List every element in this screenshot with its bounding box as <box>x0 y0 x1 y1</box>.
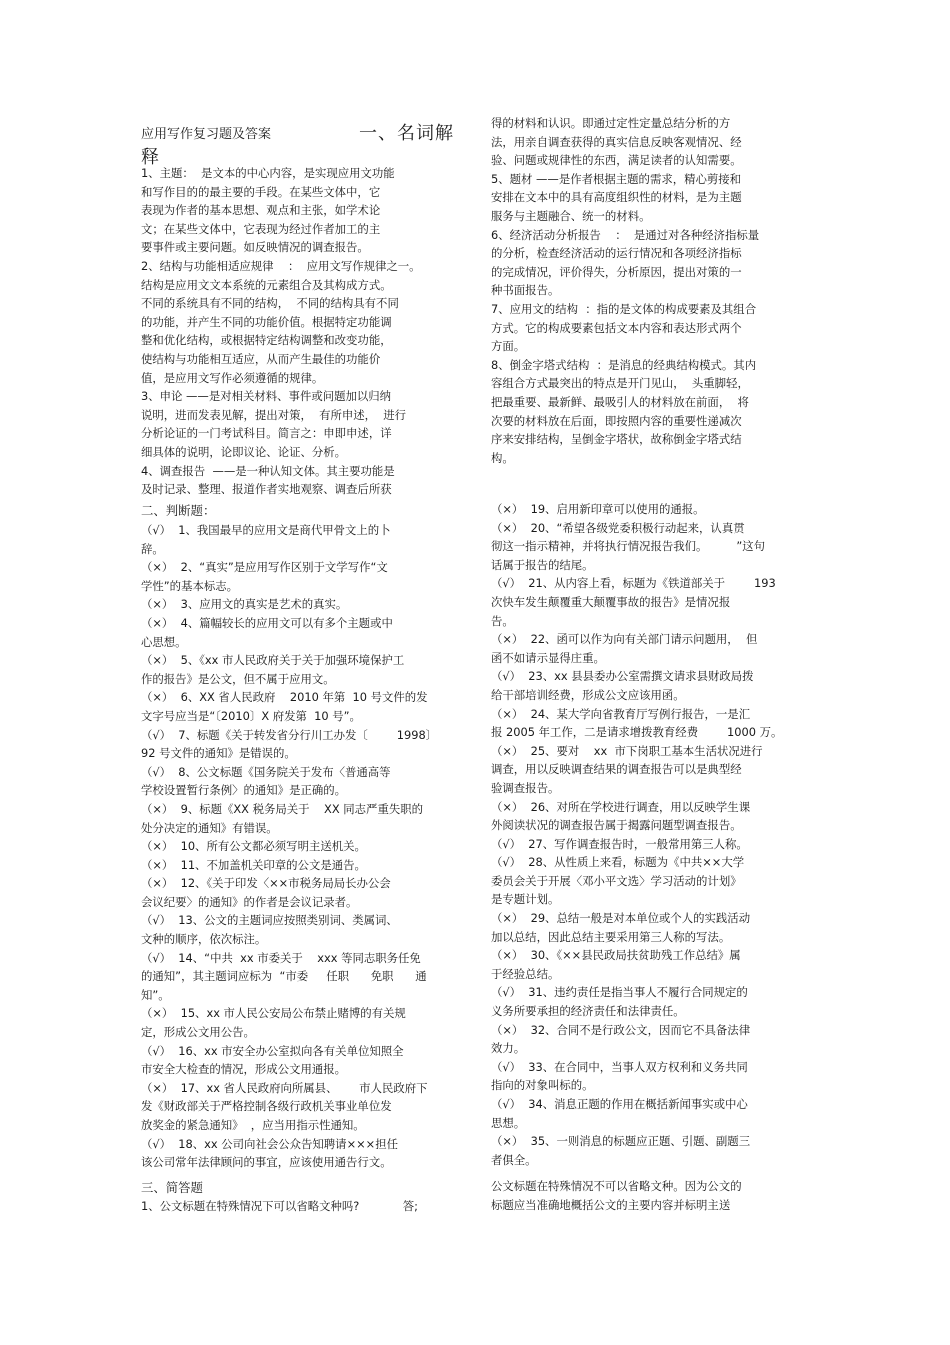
text-line: 1、公文标题在特殊情况下可以省略文种吗? 答; <box>141 1199 419 1213</box>
text-line: 2、结构与功能相适应规律 ： 应用文写作规律之一。 <box>141 258 421 273</box>
right-judge-items <box>491 500 811 1169</box>
text-line: （√） 31、违约责任是指当事人不履行合同规定的 <box>491 985 748 1000</box>
text-line: 和写作目的的最主要的手段。在某些文体中，它 <box>141 184 381 199</box>
text-line: 方式。它的构成要素包括文本内容和表达形式两个 <box>491 320 742 335</box>
text-line: （×） 3、应用文的真实是艺术的真实。 <box>141 597 348 612</box>
text-line: 彻这一指示精神，并将执行情况报告我们。 ”这句 <box>491 539 766 554</box>
text-line: 说明，进而发表见解，提出对策， 有所申述， 进行 <box>141 407 407 422</box>
text-line: （×） 20、“希望各级党委积极行动起来，认真贯 <box>491 520 745 535</box>
text-line: 作的报告》是公文，但不属于应用文。 <box>141 671 335 686</box>
section-heading-1: 一、名词解 <box>359 123 454 144</box>
text-line: 验调查报告。 <box>491 780 560 795</box>
text-line: （√） 13、公文的主题词应按照类别词、类属词、 <box>141 913 398 928</box>
text-line: 发《财政部关于严格控制各级行政机关事业单位发 <box>141 1099 392 1114</box>
text-line: 文种的顺序，依次标注。 <box>141 932 267 947</box>
text-line: （√） 33、在合同中，当事人双方权利和义务共同 <box>491 1059 748 1074</box>
text-line: （×） 22、函可以作为向有关部门请示问题用， 但 <box>491 632 758 647</box>
short-answer-heading: 三、简答题 <box>141 1180 203 1195</box>
text-line: （√） 34、消息正题的作用在概括新闻事实或中心 <box>491 1097 748 1111</box>
text-line: 义务所要承担的经济责任和法律责任。 <box>491 1004 685 1019</box>
text-line: 法，用亲自调查获得的真实信息反映客观情况、经 <box>491 134 742 149</box>
text-line: 表现为作者的基本思想、观点和主张，如学术论 <box>141 203 381 218</box>
text-line: （×） 25、要对 xx 市下岗职工基本生活状况进行 <box>491 743 763 758</box>
text-line: 指向的对象叫标的。 <box>491 1078 594 1093</box>
text-line: 学校设置暂行条例〉的通知》是正确的。 <box>141 783 347 798</box>
text-line: （√） 27、写作调查报告时，一般常用第三人称。 <box>491 836 748 851</box>
text-line: 文字号应当是“〔2010〕X 府发第 10 号”。 <box>141 708 361 723</box>
text-line: （×） 10、所有公文都必须写明主送机关。 <box>141 839 366 854</box>
text-line: 函不如请示显得庄重。 <box>491 650 605 665</box>
text-line: 整和优化结构，或根据特定结构调整和改变功能， <box>141 333 392 348</box>
text-line: （×） 26、对所在学校进行调查，用以反映学生课 <box>491 799 751 814</box>
text-line: （×） 11、不加盖机关印章的公文是通告。 <box>141 857 366 872</box>
doc-title-main: 应用写作复习题及答案 <box>141 127 272 142</box>
text-line: （×） 4、篇幅较长的应用文可以有多个主题或中 <box>141 615 393 630</box>
text-line: （×） 30、《××县民政局扶贫助残工作总结》属 <box>491 948 741 963</box>
text-line: （√） 28、从性质上来看，标题为《中共××大学 <box>491 855 745 870</box>
text-line: 结构是应用文文本系统的元素组合及其构成方式。 <box>141 277 392 292</box>
text-line: 告。 <box>491 613 514 628</box>
text-line: 构。 <box>491 450 514 465</box>
text-line: 3、申论 ——是对相关材料、事件或问题加以归纳 <box>141 389 392 404</box>
text-line: 序来安排结构，呈倒金字塔状，故称倒金字塔式结 <box>491 432 742 447</box>
text-line: 学性”的基本标志。 <box>141 578 239 593</box>
text-line: 8、倒金字塔式结构 ：是消息的经典结构模式。其内 <box>491 357 757 372</box>
text-line: 分析论证的一门考试科目。简言之：申即申述，详 <box>141 426 392 441</box>
text-line: 验、问题或规律性的东西，满足读者的认知需要。 <box>491 153 742 168</box>
text-line: 给干部培训经费，形成公文应该用函。 <box>491 687 685 702</box>
text-line: （√） 21、从内容上看，标题为《铁道部关于 193 <box>491 576 776 591</box>
text-line: 外阅读状况的调查报告属于揭露问题型调查报告。 <box>491 818 742 833</box>
text-line: 的分析，检查经济活动的运行情况和各项经济指标 <box>491 246 742 261</box>
text-line: 得的材料和认识。即通过定性定量总结分析的方 <box>491 116 731 130</box>
text-line: 思想。 <box>491 1115 526 1130</box>
text-line: 安排在文本中的具有高度组织性的材料，是为主题 <box>491 190 742 205</box>
text-line: （√） 8、公文标题《国务院关于发布〈普通高等 <box>141 764 391 779</box>
text-line: 次要的材料放在后面，即按照内容的重要性递减次 <box>491 413 742 428</box>
text-line: （√） 18、xx 公司向社会公众告知聘请×××担任 <box>141 1136 398 1151</box>
text-line: 委员会关于开展〈邓小平文选〉学习活动的计划》 <box>491 873 742 888</box>
text-line: 6、经济活动分析报告 ： 是通过对各种经济指标量 <box>491 227 760 242</box>
text-line: （√） 14、“中共 xx 市委关于 xxx 等同志职务任免 <box>141 950 421 965</box>
text-line: 知”。 <box>141 987 170 1002</box>
text-line: 辞。 <box>141 541 164 556</box>
text-line: 效力。 <box>491 1041 526 1056</box>
text-line: 加以总结，因此总结主要采用第三人称的写法。 <box>491 929 731 944</box>
text-line: （×） 9、标题《XX 税务局关于 XX 同志严重失职的 <box>141 801 424 816</box>
text-line: 要事件或主要问题。如反映情况的调查报告。 <box>141 240 369 255</box>
text-line: 方面。 <box>491 339 526 354</box>
text-line: 及时记录、整理、报道作者实地观察、调查后所获 <box>141 482 392 497</box>
text-line: 公文标题在特殊情况不可以省略文种。因为公文的 <box>491 1179 742 1193</box>
left-definitions <box>141 164 461 499</box>
text-line: 细具体的说明，论即议论、论证、分析。 <box>141 444 347 459</box>
text-line: （×） 35、一则消息的标题应正题、引题、副题三 <box>491 1134 751 1149</box>
text-line: 1、主题： 是文本的中心内容，是实现应用文功能 <box>141 166 395 180</box>
section-heading-1-cont: 释 <box>141 147 159 168</box>
text-line: 的完成情况，评价得失，分析原因，提出对策的一 <box>491 264 742 279</box>
text-line: 7、应用文的结构 ：指的是文体的构成要素及其组合 <box>491 301 757 316</box>
text-line: 放奖金的紧急通知》 ，应当用指示性通知。 <box>141 1118 365 1132</box>
text-line: 标题应当准确地概括公文的主要内容并标明主送 <box>491 1197 731 1212</box>
text-line: 服务与主题融合、统一的材料。 <box>491 208 651 223</box>
judge-heading: 二、判断题： <box>141 503 216 518</box>
text-line: 心思想。 <box>141 634 187 649</box>
text-line: （×） 12、《关于印发〈××市税务局局长办公会 <box>141 876 391 891</box>
text-line: 使结构与功能相互适应，从而产生最佳的功能价 <box>141 351 381 366</box>
short-answer-q1 <box>141 1197 461 1216</box>
text-line: 4、调查报告 ——是一种认知文体。其主要功能是 <box>141 463 395 478</box>
text-line: 92 号文件的通知》是错误的。 <box>141 746 296 761</box>
text-line: 次快车发生颠覆重大颠覆事故的报告》是情况报 <box>491 594 731 609</box>
text-line: 会议纪要〉的通知》的作者是会议记录者。 <box>141 894 358 909</box>
text-line: （√） 16、xx 市安全办公室拟向各有关单位知照全 <box>141 1043 404 1058</box>
text-line: 市安全大检查的情况，形成公文用通报。 <box>141 1062 347 1077</box>
text-line: （×） 6、XX 省人民政府 2010 年第 10 号文件的发 <box>141 690 428 705</box>
text-line: （×） 24、某大学向省教育厅写例行报告，一是汇 <box>491 706 751 721</box>
text-line: 5、题材 ——是作者根据主题的需求，精心剪接和 <box>491 171 742 186</box>
short-answer-a1 <box>491 1177 811 1214</box>
text-line: （×） 2、“真实”是应用写作区别于文学写作“文 <box>141 560 388 575</box>
text-line: 于经验总结。 <box>491 966 560 981</box>
text-line: （×） 19、启用新印章可以使用的通报。 <box>491 502 705 516</box>
text-line: 是专题计划。 <box>491 892 560 907</box>
text-line: 文；在某些文体中，它表现为经过作者加工的主 <box>141 221 381 236</box>
text-line: （×） 17、xx 省人民政府向所属县、 市人民政府下 <box>141 1080 428 1095</box>
text-line: 话属于报告的结尾。 <box>491 557 594 572</box>
text-line: （×） 32、合同不是行政公文，因而它不具备法律 <box>491 1022 751 1037</box>
text-line: （√） 7、标题《关于转发省分行川工办发〔 1998〕 <box>141 727 438 742</box>
text-line: 种书面报告。 <box>491 283 560 298</box>
text-line: 该公司常年法律顾问的事宜，应该使用通告行文。 <box>141 1155 392 1170</box>
text-line: 定，形成公文用公告。 <box>141 1025 255 1040</box>
text-line: 的通知”，其主题词应标为 “市委 任职 免职 通 <box>141 969 427 984</box>
text-line: 处分决定的通知》有错误。 <box>141 820 278 835</box>
left-judge-items <box>141 521 461 1172</box>
document-title <box>141 121 461 168</box>
text-line: 值，是应用文写作必须遵循的规律。 <box>141 370 324 385</box>
text-line: 报 2005 年工作，二是请求增拨教育经费 1000 万。 <box>491 725 783 740</box>
text-line: （√） 23、xx 县县委办公室需撰文请求县财政局拨 <box>491 669 754 684</box>
text-line: （×） 15、xx 市人民公安局公布禁止赌博的有关规 <box>141 1006 406 1021</box>
text-line: 不同的系统具有不同的结构， 不同的结构具有不同 <box>141 296 399 311</box>
text-line: （×） 5、《xx 市人民政府关于关于加强环境保护工 <box>141 653 405 668</box>
text-line: （√） 1、我国最早的应用文是商代甲骨文上的卜 <box>141 523 391 537</box>
text-line: （×） 29、总结一般是对本单位或个人的实践活动 <box>491 911 751 926</box>
text-line: 的功能，并产生不同的功能价值。根据特定功能调 <box>141 314 392 329</box>
text-line: 把最重要、最新鲜、最吸引人的材料放在前面， 将 <box>491 394 749 409</box>
right-definitions <box>491 114 811 467</box>
text-line: 者俱全。 <box>491 1152 537 1167</box>
text-line: 调查，用以反映调查结果的调查报告可以是典型经 <box>491 762 742 777</box>
text-line: 容组合方式最突出的特点是开门见山， 头重脚轻， <box>491 376 749 391</box>
